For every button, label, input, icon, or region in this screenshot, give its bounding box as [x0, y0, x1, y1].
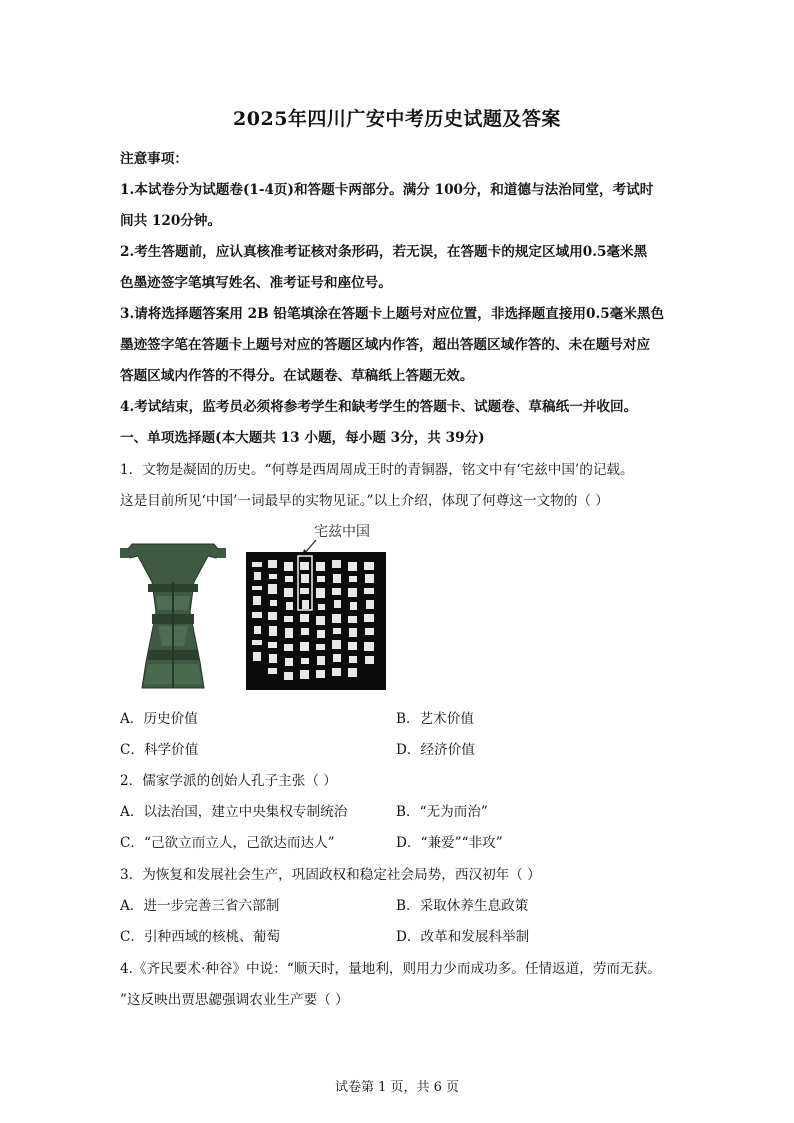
inscription-rubbing-image: [246, 552, 386, 690]
notice-line: 答题区域内作答的不得分。在试题卷、草稿纸上答题无效。: [120, 368, 474, 384]
notice-line: 3.请将选择题答案用 2B 铅笔填涂在答题卡上题号对应位置，非选择题直接用0.5毫米黑色: [120, 306, 665, 322]
notice-line: 1.本试卷分为试题卷(1-4页)和答题卡两部分。满分 100分，和道德与法治同堂，考试时: [120, 182, 654, 198]
he-zun-figure: [118, 522, 398, 694]
notice-line: 4.考试结束，监考员必须将参考学生和缺考学生的答题卡、试题卷、草稿纸一并收回。: [120, 399, 638, 415]
question-1-option-a: A．历史价值: [120, 711, 198, 727]
question-2-option-d: D．“兼爱”“非攻”: [396, 835, 503, 851]
question-2-option-c: C．“己欲立而立人，己欲达而达人”: [120, 835, 335, 851]
notice-heading: 注意事项：: [120, 151, 188, 167]
question-3-option-d: D．改革和发展科举制: [396, 929, 530, 945]
question-1-stem: 这是目前所见‘中国’一词最早的实物见证。”以上介绍，体现了何尊这一文物的（ ）: [120, 493, 609, 509]
notice-line: 2.考生答题前，应认真核准考证核对条形码，若无误，在答题卡的规定区域用0.5毫米黑: [120, 244, 648, 260]
page-footer: 试卷第 1 页，共 6 页: [334, 1080, 460, 1095]
question-1-stem: 1．文物是凝固的历史。“何尊是西周周成王时的青铜器，铭文中有‘宅兹中国’的记载。: [120, 462, 634, 478]
notice-line: 间共 120分钟。: [120, 213, 222, 229]
question-2-option-b: B．“无为而治”: [396, 804, 488, 820]
question-2-stem: 2．儒家学派的创始人孔子主张（ ）: [120, 773, 337, 789]
question-3-option-a: A．进一步完善三省六部制: [120, 898, 280, 914]
figure-label: 宅兹中国: [314, 523, 370, 539]
page-title: 2025年四川广安中考历史试题及答案: [233, 108, 561, 130]
question-4-stem: ”这反映出贾思勰强调农业生产要（ ）: [120, 992, 349, 1008]
question-2-option-a: A．以法治国，建立中央集权专制统治: [120, 804, 348, 820]
notice-line: 墨迹签字笔在答题卡上题号对应的答题区域内作答，超出答题区域作答的、未在题号对应: [120, 337, 651, 353]
section-heading: 一、单项选择题(本大题共 13 小题，每小题 3分，共 39分): [120, 430, 485, 446]
notice-line: 色墨迹签字笔填写姓名、准考证号和座位号。: [120, 275, 392, 291]
question-1-option-d: D．经济价值: [396, 742, 475, 758]
question-1-option-c: C．科学价值: [120, 742, 199, 758]
question-3-option-b: B．采取休养生息政策: [396, 898, 529, 914]
question-1-option-b: B．艺术价值: [396, 711, 474, 727]
bronze-vessel-image: [120, 544, 226, 688]
question-4-stem: 4.《齐民要术·种谷》中说：“顺天时，量地利，则用力少而成功多。任情返道，劳而无获。: [120, 961, 661, 977]
question-3-option-c: C．引种西域的核桃、葡萄: [120, 929, 280, 945]
he-zun-illustration: [118, 522, 398, 694]
question-3-stem: 3．为恢复和发展社会生产，巩固政权和稳定社会局势，西汉初年（ ）: [120, 867, 541, 883]
